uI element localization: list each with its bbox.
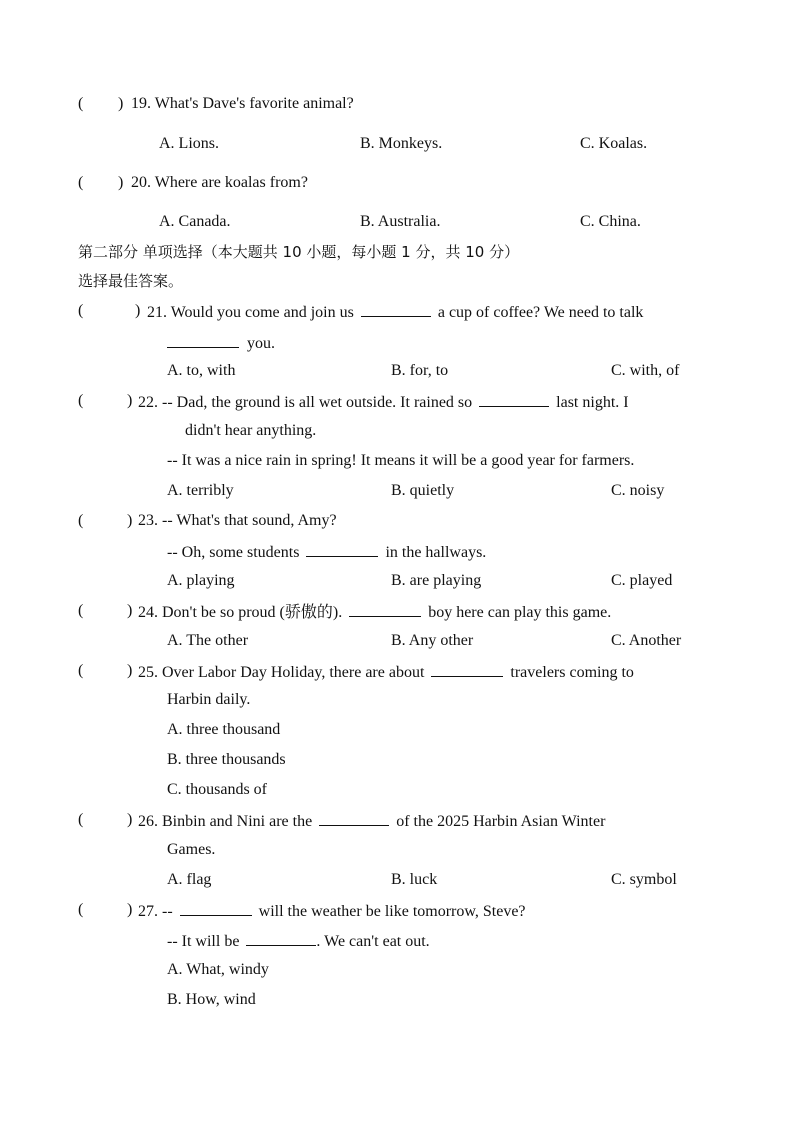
option-a: A. flag (167, 871, 212, 888)
question-stem (138, 810, 605, 832)
option-c: C. thousands of (167, 781, 267, 798)
question-stem: 19. What's Dave's favorite animal? (131, 95, 354, 112)
question-stem: 23. -- What's that sound, Amy? (138, 512, 337, 529)
stem-part: -- Oh, some students (167, 544, 300, 561)
question-stem: 20. Where are koalas from? (131, 174, 308, 191)
stem-part: 25. Over Labor Day Holiday, there are about (138, 664, 425, 681)
answer-blank (306, 541, 378, 557)
answer-paren-right: ) (127, 811, 133, 828)
answer-blank (246, 930, 316, 946)
option-c: C. with, of (611, 362, 680, 379)
stem-part: you. (247, 335, 275, 352)
stem-part: 26. Binbin and Nini are the (138, 813, 313, 830)
stem-part: boy here can play this game. (428, 604, 612, 621)
option-c: C. China. (580, 213, 641, 230)
answer-paren-right: ) (127, 602, 133, 619)
stem-part: last night. I (556, 394, 629, 411)
question-stem (138, 601, 611, 623)
option-b: B. luck (391, 871, 438, 888)
option-a: A. Lions. (159, 135, 219, 152)
answer-paren-left: ( (78, 602, 84, 619)
stem-part: -- It will be (167, 933, 240, 950)
option-b: B. Monkeys. (360, 135, 443, 152)
answer-paren-left: ( (78, 302, 84, 319)
section-title: 第二部分 单项选择（本大题共 10 小题，每小题 1 分，共 10 分） (78, 243, 520, 261)
stem-part: . We can't eat out. (316, 933, 430, 950)
question-stem-line3: -- It was a nice rain in spring! It means it will be a good year for farmers. (167, 452, 635, 469)
option-b: B. for, to (391, 362, 449, 379)
answer-blank (167, 332, 239, 348)
answer-blank (180, 900, 252, 916)
option-b: B. How, wind (167, 991, 256, 1008)
answer-paren-left: ( (78, 174, 84, 191)
option-b: B. three thousands (167, 751, 286, 768)
option-c: C. Koalas. (580, 135, 648, 152)
stem-part: of the 2025 Harbin Asian Winter (396, 813, 606, 830)
answer-paren-right: ) (127, 392, 133, 409)
question-stem (147, 301, 643, 323)
answer-paren-left: ( (78, 512, 84, 529)
answer-paren-left: ( (78, 392, 84, 409)
option-a: A. to, with (167, 362, 236, 379)
stem-part: 27. -- (138, 903, 173, 920)
answer-paren-right: ) (118, 95, 124, 112)
option-b: B. are playing (391, 572, 482, 589)
question-stem-line2 (167, 541, 486, 563)
question-stem-line2: Harbin daily. (167, 691, 251, 708)
question-stem (138, 391, 629, 413)
answer-paren-right: ) (127, 512, 133, 529)
answer-blank (349, 601, 421, 617)
option-c: C. noisy (611, 482, 665, 499)
answer-paren-left: ( (78, 901, 84, 918)
answer-blank (319, 810, 389, 826)
answer-paren-right: ) (127, 901, 133, 918)
option-a: A. What, windy (167, 961, 269, 978)
answer-blank (431, 661, 503, 677)
option-a: A. playing (167, 572, 235, 589)
option-a: A. The other (167, 632, 249, 649)
stem-part: in the hallways. (385, 544, 487, 561)
stem-part: 22. -- Dad, the ground is all wet outside. It rained so (138, 394, 473, 411)
answer-paren-right: ) (118, 174, 124, 191)
option-c: C. played (611, 572, 673, 589)
question-stem (138, 900, 526, 922)
answer-blank (479, 391, 549, 407)
section-instruction: 选择最佳答案。 (78, 272, 184, 290)
option-a: A. three thousand (167, 721, 281, 738)
stem-part: a cup of coffee? We need to talk (437, 304, 644, 321)
answer-paren-right: ) (127, 662, 133, 679)
answer-paren-left: ( (78, 95, 84, 112)
question-stem-line2 (167, 930, 430, 952)
question-stem-line2: didn't hear anything. (185, 422, 317, 439)
option-b: B. Any other (391, 632, 474, 649)
answer-paren-left: ( (78, 811, 84, 828)
question-stem-line2 (167, 332, 275, 354)
option-c: C. Another (611, 632, 682, 649)
answer-blank (361, 301, 431, 317)
stem-part: 21. Would you come and join us (147, 304, 354, 321)
answer-paren-right: ) (135, 302, 141, 319)
option-a: A. Canada. (159, 213, 231, 230)
answer-paren-left: ( (78, 662, 84, 679)
option-b: B. Australia. (360, 213, 441, 230)
question-stem (138, 661, 634, 683)
option-c: C. symbol (611, 871, 677, 888)
stem-part: 24. Don't be so proud (骄傲的). (138, 604, 343, 621)
question-stem-line2: Games. (167, 841, 216, 858)
option-a: A. terribly (167, 482, 234, 499)
stem-part: travelers coming to (510, 664, 634, 681)
option-b: B. quietly (391, 482, 455, 499)
stem-part: will the weather be like tomorrow, Steve? (258, 903, 526, 920)
